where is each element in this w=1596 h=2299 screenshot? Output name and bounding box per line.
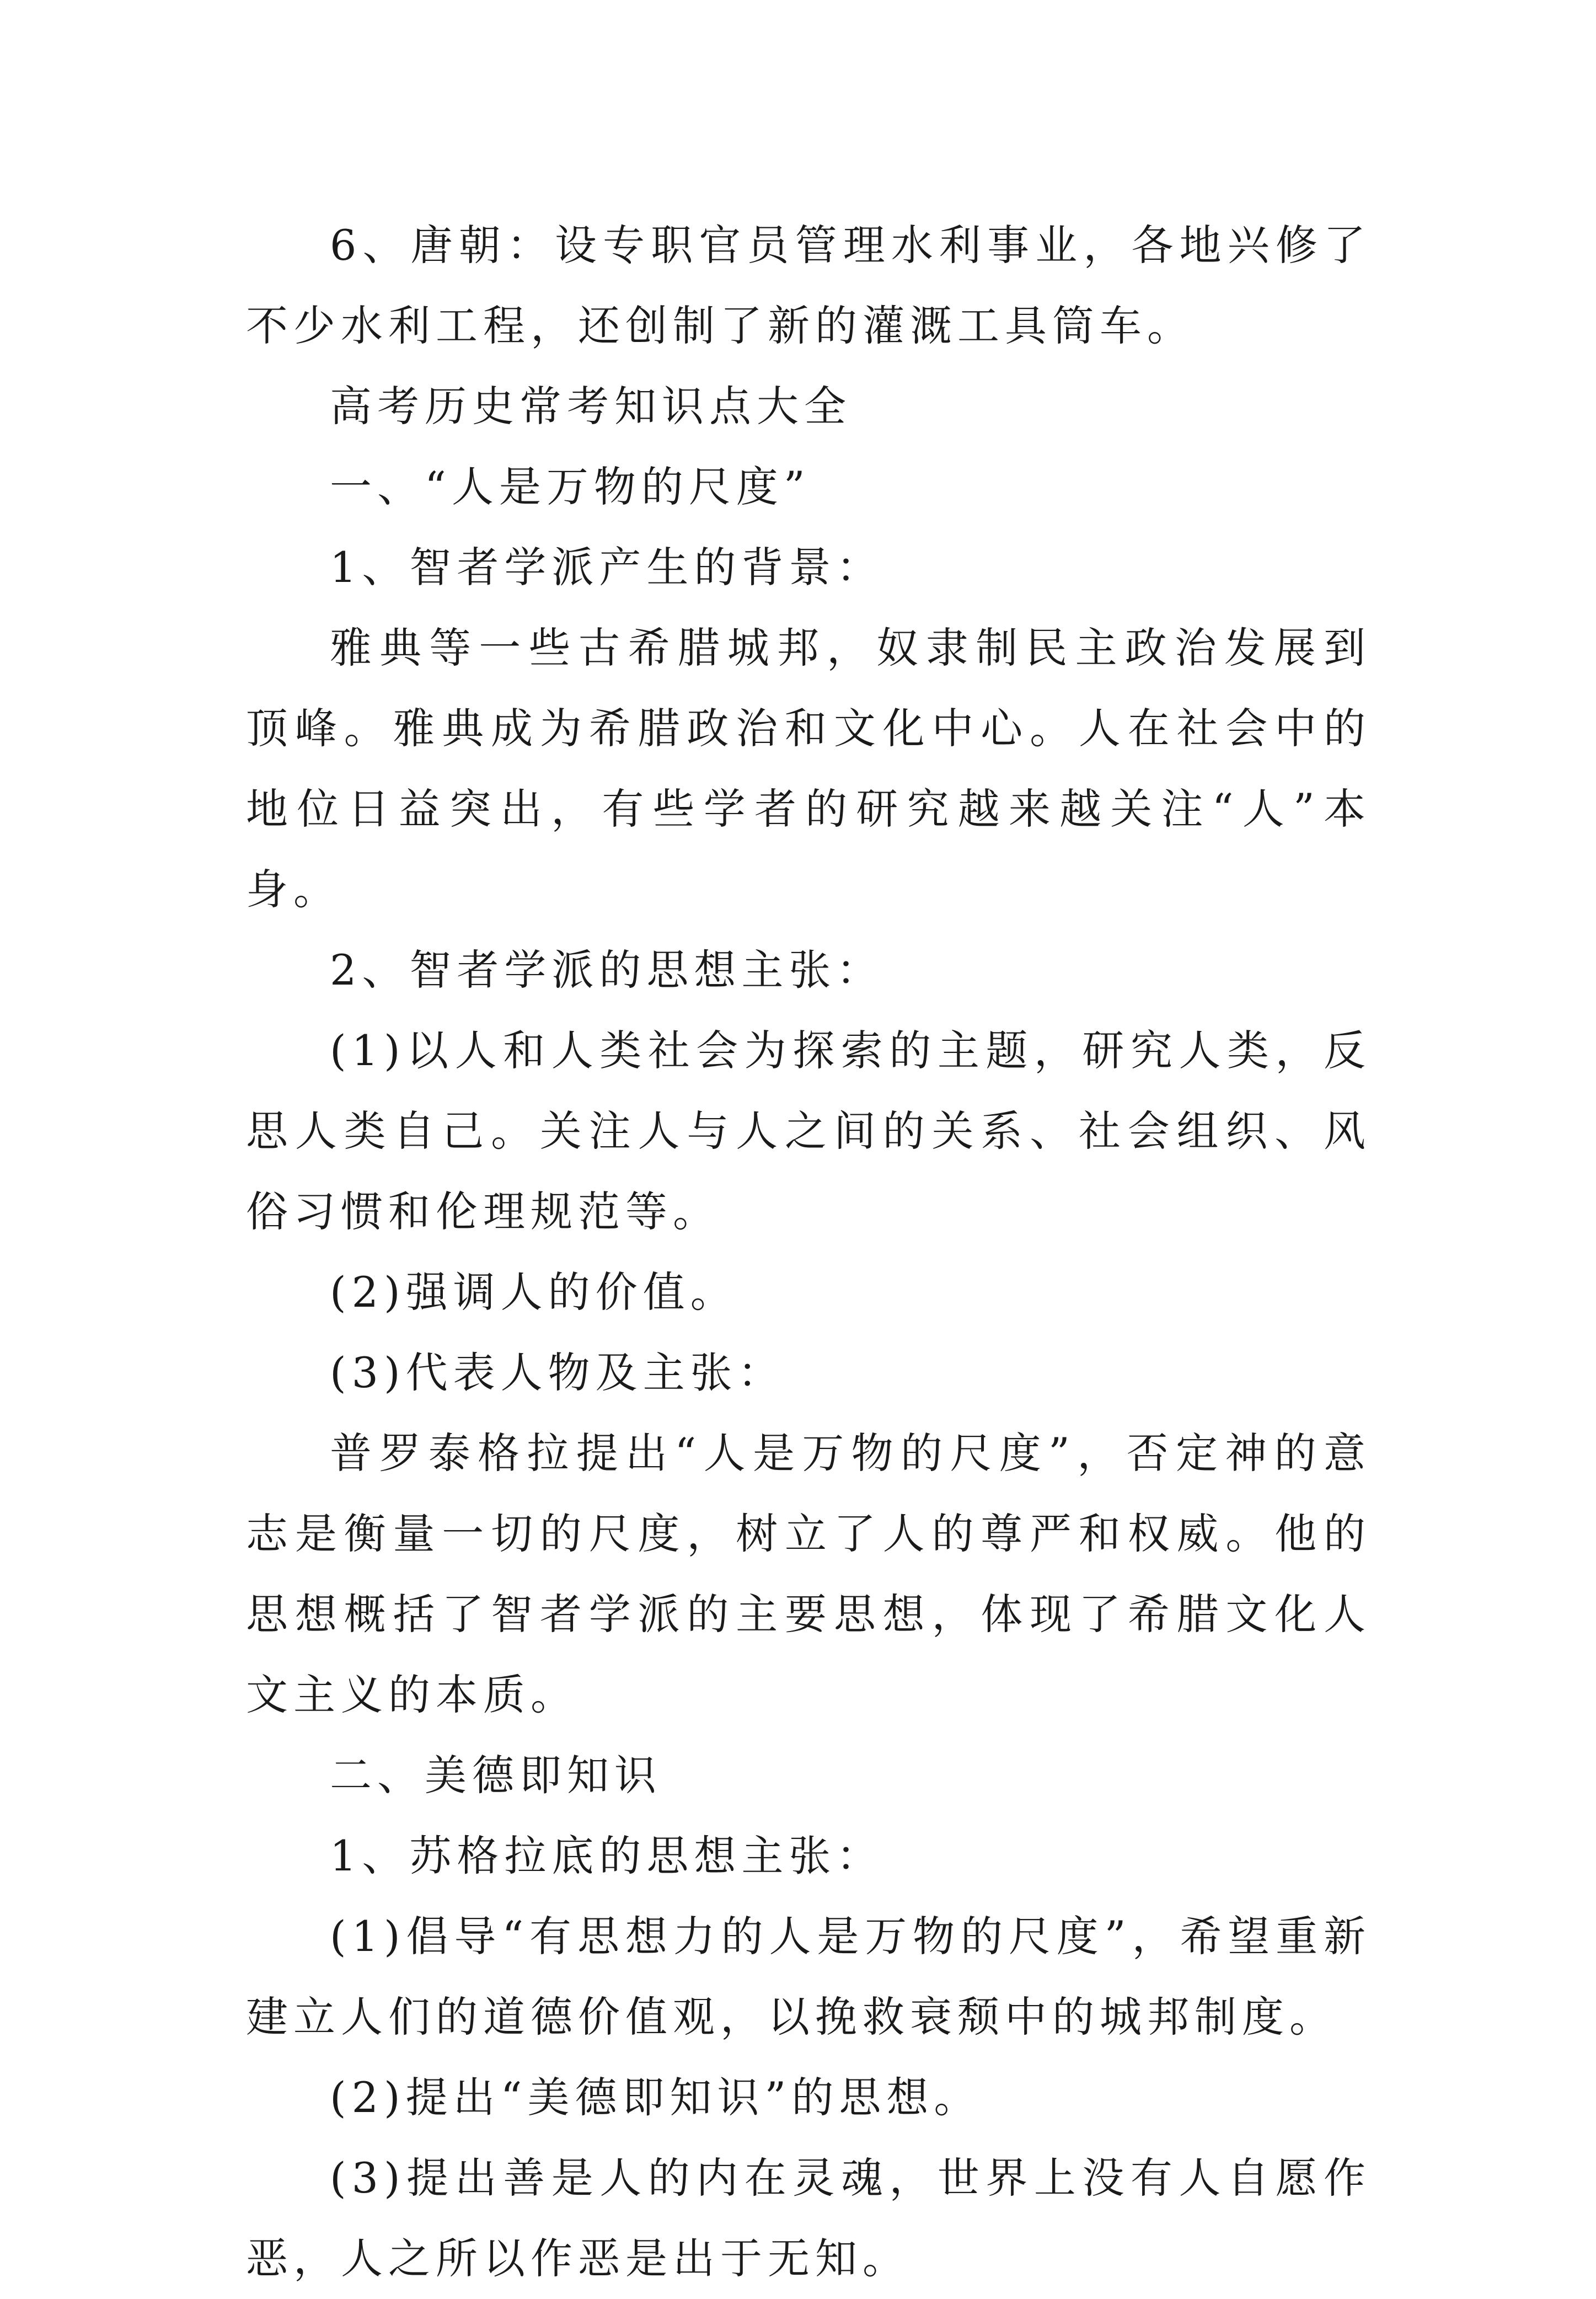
document-body: [246, 205, 1371, 2299]
socrates-point-2: (2)提出“美德即知识”的思想。: [330, 2073, 982, 2122]
point-2: (2)强调人的价值。: [330, 1268, 738, 1317]
section-heading: 高考历史常考知识点大全: [330, 382, 851, 431]
socrates-point-1: (1)倡导“有思想力的人是万物的尺度”，希望重新建立人们的道德价值观，以挽救衰颓中的城邦制度。: [246, 1912, 1371, 2041]
item-sophists-ideas-title: 2、智者学派的思想主张：: [330, 945, 884, 995]
subheading-one: 一、“人是万物的尺度”: [330, 462, 811, 511]
point-3: (3)代表人物及主张：: [330, 1348, 785, 1397]
item-sophists-background-title: 1、智者学派产生的背景：: [330, 543, 884, 592]
paragraph-tang-dynasty: 6、唐朝：设专职官员管理水利事业，各地兴修了不少水利工程，还创制了新的灌溉工具筒车。: [246, 221, 1371, 350]
socrates-point-3: (3)提出善是人的内在灵魂，世界上没有人自愿作恶，人之所以作恶是出于无知。: [246, 2153, 1371, 2283]
subheading-two: 二、美德即知识: [330, 1751, 662, 1800]
item-socrates-ideas-title: 1、苏格拉底的思想主张：: [330, 1831, 884, 1880]
point-1: (1)以人和人类社会为探索的主题，研究人类，反思人类自己。关注人与人之间的关系、社会组织、风俗习惯和伦理规范等。: [246, 1026, 1371, 1236]
paragraph-athens: 雅典等一些古希腊城邦，奴隶制民主政治发展到顶峰。雅典成为希腊政治和文化中心。人在社会中的地位日益突出，有些学者的研究越来越关注“人”本身。: [246, 623, 1371, 914]
paragraph-protagoras: 普罗泰格拉提出“人是万物的尺度”，否定神的意志是衡量一切的尺度，树立了人的尊严和权威。他的思想概括了智者学派的主要思想，体现了希腊文化人文主义的本质。: [246, 1429, 1371, 1719]
